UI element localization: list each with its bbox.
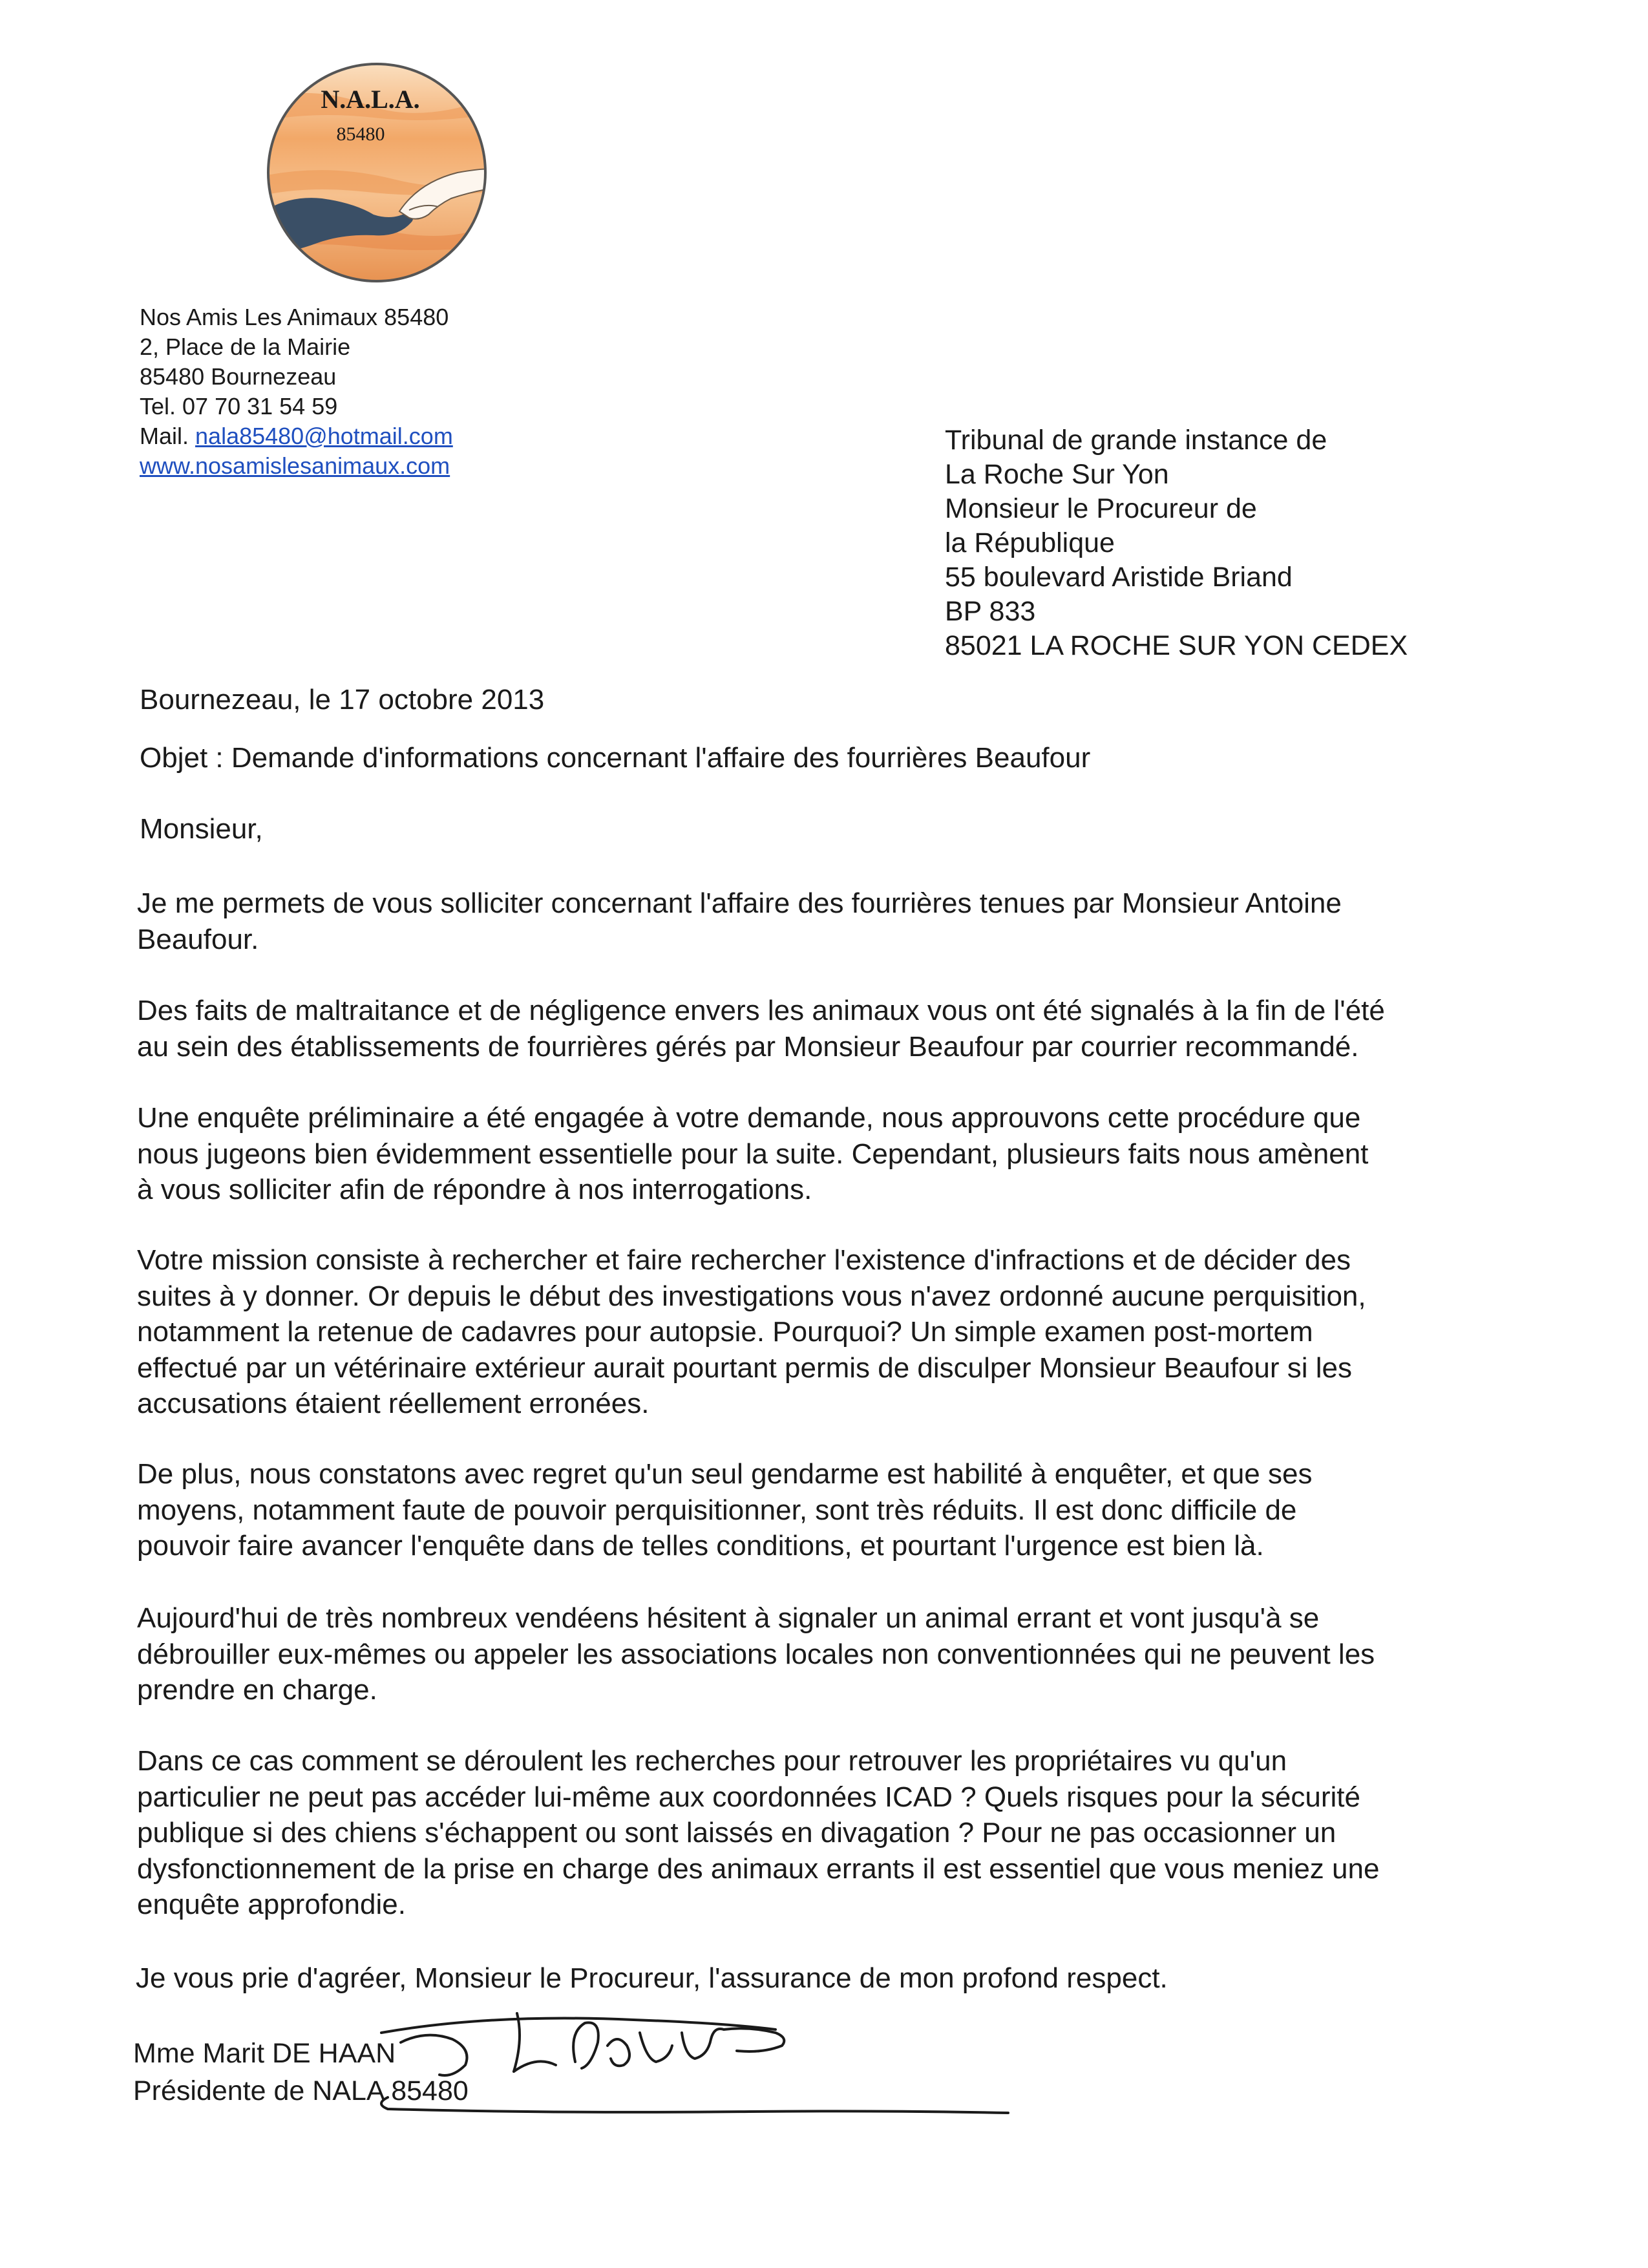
- paragraph-6: [137, 1600, 1501, 1708]
- paragraph-line: dysfonctionnement de la prise en charge des animaux errants il est essentiel que vous meniez une: [137, 1852, 1380, 1885]
- paragraph-line: accusations étaient réellement erronées.: [137, 1388, 650, 1419]
- sender-address: 2, Place de la Mairie: [140, 334, 351, 360]
- paragraph-line: De plus, nous constatons avec regret qu'un seul gendarme est habilité à enquêter, et que ses: [137, 1458, 1313, 1490]
- sender-city: 85480 Bournezeau: [140, 363, 337, 390]
- paragraph-line: notamment la retenue de cadavres pour autopsie. Pourquoi? Un simple examen post-mortem: [137, 1316, 1313, 1348]
- sender-name: Nos Amis Les Animaux 85480: [140, 304, 449, 330]
- recipient-block: [945, 423, 1408, 663]
- paragraph-line: Une enquête préliminaire a été engagée à votre demande, nous approuvons cette procédure que: [137, 1102, 1361, 1134]
- paragraph-4: [137, 1242, 1501, 1422]
- paragraph-line: pouvoir faire avancer l'enquête dans de telles conditions, et pourtant l'urgence est bien là.: [137, 1530, 1264, 1562]
- recipient-line: 85021 LA ROCHE SUR YON CEDEX: [945, 630, 1408, 661]
- recipient-line: Tribunal de grande instance de: [945, 425, 1327, 456]
- nala-logo: [264, 59, 490, 286]
- closing-formula: Je vous prie d'agréer, Monsieur le Procureur, l'assurance de mon profond respect.: [136, 1962, 1168, 1994]
- paragraph-line: Dans ce cas comment se déroulent les recherches pour retrouver les propriétaires vu qu'un: [137, 1745, 1287, 1777]
- paragraph-line: enquête approfondie.: [137, 1889, 406, 1920]
- paragraph-line: nous jugeons bien évidemment essentielle pour la suite. Cependant, plusieurs faits nous amènent: [137, 1138, 1369, 1170]
- sender-mail-row: [140, 421, 453, 451]
- salutation: Monsieur,: [140, 813, 263, 845]
- sender-website-link[interactable]: www.nosamislesanimaux.com: [140, 452, 450, 479]
- recipient-line: BP 833: [945, 596, 1036, 627]
- sender-phone: Tel. 07 70 31 54 59: [140, 393, 338, 419]
- paragraph-line: prendre en charge.: [137, 1674, 377, 1706]
- paragraph-line: Votre mission consiste à rechercher et faire rechercher l'existence d'infractions et de décider des: [137, 1244, 1351, 1276]
- paragraph-line: moyens, notamment faute de pouvoir perquisitionner, sont très réduits. Il est donc difficile de: [137, 1494, 1297, 1526]
- paragraph-line: à vous solliciter afin de répondre à nos interrogations.: [137, 1174, 812, 1205]
- place-date: Bournezeau, le 17 octobre 2013: [140, 684, 545, 715]
- paragraph-1: [137, 885, 1501, 957]
- recipient-line: la République: [945, 527, 1115, 558]
- paragraph-7: [137, 1743, 1501, 1923]
- recipient-line: La Roche Sur Yon: [945, 459, 1169, 490]
- paragraph-line: Beaufour.: [137, 923, 259, 955]
- sender-mail-label: Mail.: [140, 423, 189, 449]
- recipient-line: 55 boulevard Aristide Briand: [945, 562, 1293, 593]
- paragraph-line: au sein des établissements de fourrières gérés par Monsieur Beaufour par courrier recommandé.: [137, 1030, 1359, 1063]
- paragraph-2: [137, 993, 1501, 1065]
- subject-line: Objet : Demande d'informations concernant l'affaire des fourrières Beaufour: [140, 742, 1091, 774]
- paragraph-5: [137, 1456, 1501, 1564]
- paragraph-line: particulier ne peut pas accéder lui-même aux coordonnées ICAD ? Quels risques pour la sécurité: [137, 1781, 1360, 1813]
- paragraph-line: Des faits de maltraitance et de négligence envers les animaux vous ont été signalés à la fin de l'été: [137, 995, 1385, 1026]
- paragraph-line: débrouiller eux-mêmes ou appeler les associations locales non conventionnées qui ne peuvent les: [137, 1638, 1375, 1670]
- paragraph-line: effectué par un vétérinaire extérieur aurait pourtant permis de disculper Monsieur Beaufour si les: [137, 1351, 1352, 1384]
- paragraph-line: publique si des chiens s'échappent ou sont laissés en divagation ? Pour ne pas occasionner un: [137, 1817, 1336, 1849]
- handwritten-signature: [362, 1994, 1099, 2123]
- logo-subtitle: 85480: [336, 123, 385, 145]
- paragraph-line: Aujourd'hui de très nombreux vendéens hésitent à signaler un animal errant et vont jusqu'à se: [137, 1602, 1320, 1634]
- recipient-line: Monsieur le Procureur de: [945, 493, 1257, 524]
- signer-name: Mme Marit DE HAAN: [133, 2038, 396, 2069]
- signer-title: Présidente de NALA 85480: [133, 2075, 469, 2106]
- paragraph-line: suites à y donner. Or depuis le début des investigations vous n'avez ordonné aucune perquisition,: [137, 1280, 1366, 1312]
- sender-email-link[interactable]: nala85480@hotmail.com: [195, 423, 453, 449]
- paragraph-3: [137, 1100, 1501, 1208]
- logo-title: N.A.L.A.: [321, 85, 420, 114]
- sender-block: [140, 302, 453, 481]
- paragraph-line: Je me permets de vous solliciter concernant l'affaire des fourrières tenues par Monsieur Antoine: [137, 887, 1342, 919]
